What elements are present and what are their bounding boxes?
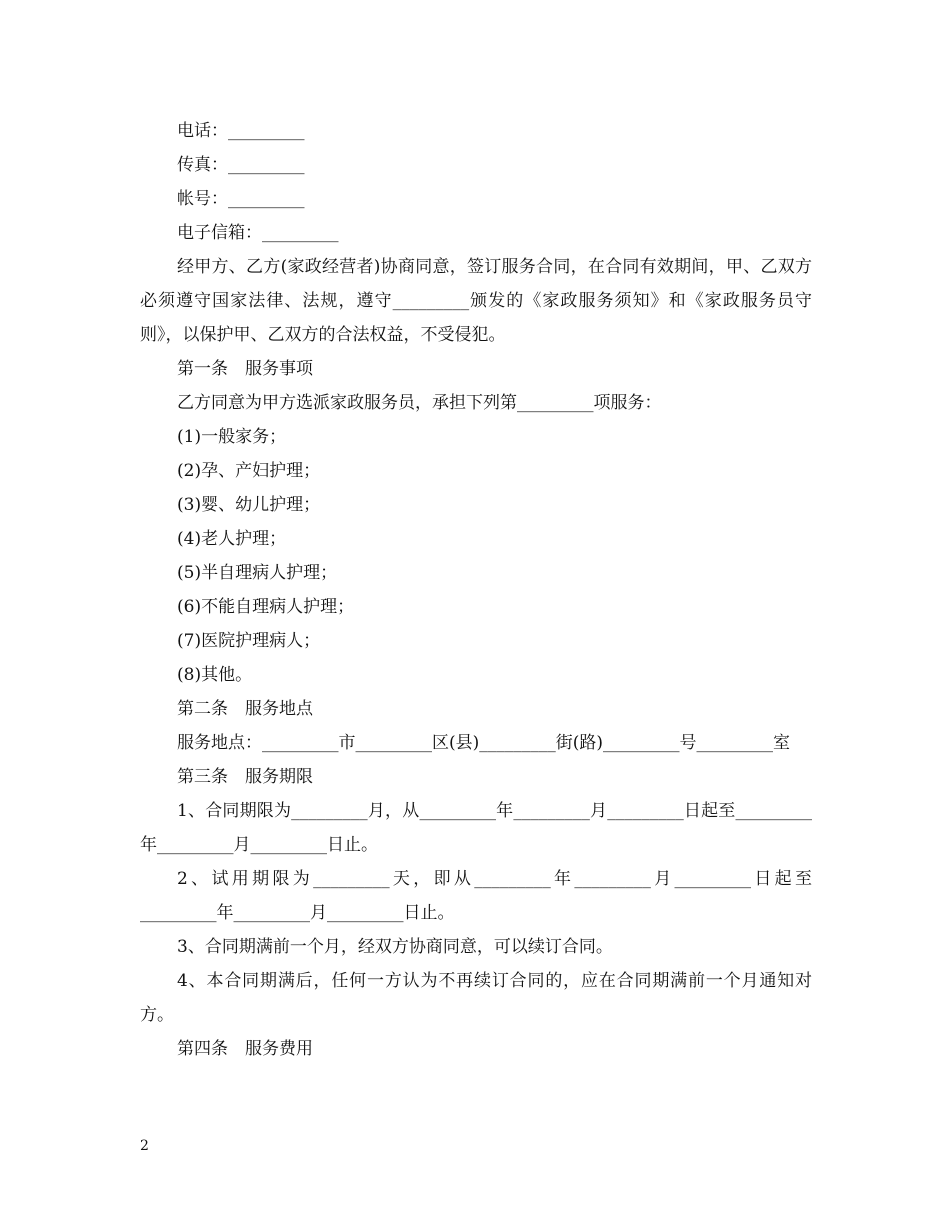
- service-item-7: (7)医院护理病人；: [177, 631, 321, 651]
- service-location-line: 服务地点：_________市_________区(县)_________街(路)_________号_________室: [177, 733, 791, 753]
- service-item-1: (1)一般家务；: [177, 427, 287, 447]
- service-item-3: (3)婴、幼儿护理；: [177, 495, 321, 515]
- service-item-6: (6)不能自理病人护理；: [177, 597, 355, 617]
- service-item-2: (2)孕、产妇护理；: [177, 461, 321, 481]
- document-body: [140, 114, 812, 1066]
- account-line: 帐号：_________: [177, 189, 305, 209]
- page-number: 2: [140, 1138, 149, 1154]
- service-item-5: (5)半自理病人护理；: [177, 563, 338, 583]
- article-1-intro: 乙方同意为甲方选派家政服务员，承担下列第_________项服务：: [177, 393, 662, 413]
- termination-notice-clause: 4、本合同期满后，任何一方认为不再续订合同的，应在合同期满前一个月通知对方。: [140, 971, 812, 1025]
- email-line: 电子信箱：_________: [177, 223, 339, 243]
- fax-line: 传真：_________: [177, 155, 305, 175]
- article-2-heading: 第二条 服务地点: [177, 699, 313, 719]
- article-3-heading: 第三条 服务期限: [177, 767, 313, 787]
- service-item-8: (8)其他。: [177, 665, 253, 685]
- phone-line: 电话：_________: [177, 121, 305, 141]
- article-4-heading: 第四条 服务费用: [177, 1039, 313, 1059]
- trial-period-clause: 2、试用期限为_________天，即从_________年_________月_________日起至_________年_________月_________日止。: [140, 869, 812, 923]
- renewal-clause: 3、合同期满前一个月，经双方协商同意，可以续订合同。: [177, 937, 613, 957]
- service-item-4: (4)老人护理；: [177, 529, 287, 549]
- article-1-heading: 第一条 服务事项: [177, 359, 313, 379]
- preamble-paragraph: 经甲方、乙方(家政经营者)协商同意，签订服务合同，在合同有效期间，甲、乙双方必须遵守国家法律、法规，遵守_________颁发的《家政服务须知》和《家政服务员守则》，以保护甲、乙双方的合法权益，不受侵犯。: [140, 257, 812, 345]
- contract-term-clause: 1、合同期限为_________月，从_________年_________月_________日起至_________年_________月_________日止。: [140, 801, 812, 855]
